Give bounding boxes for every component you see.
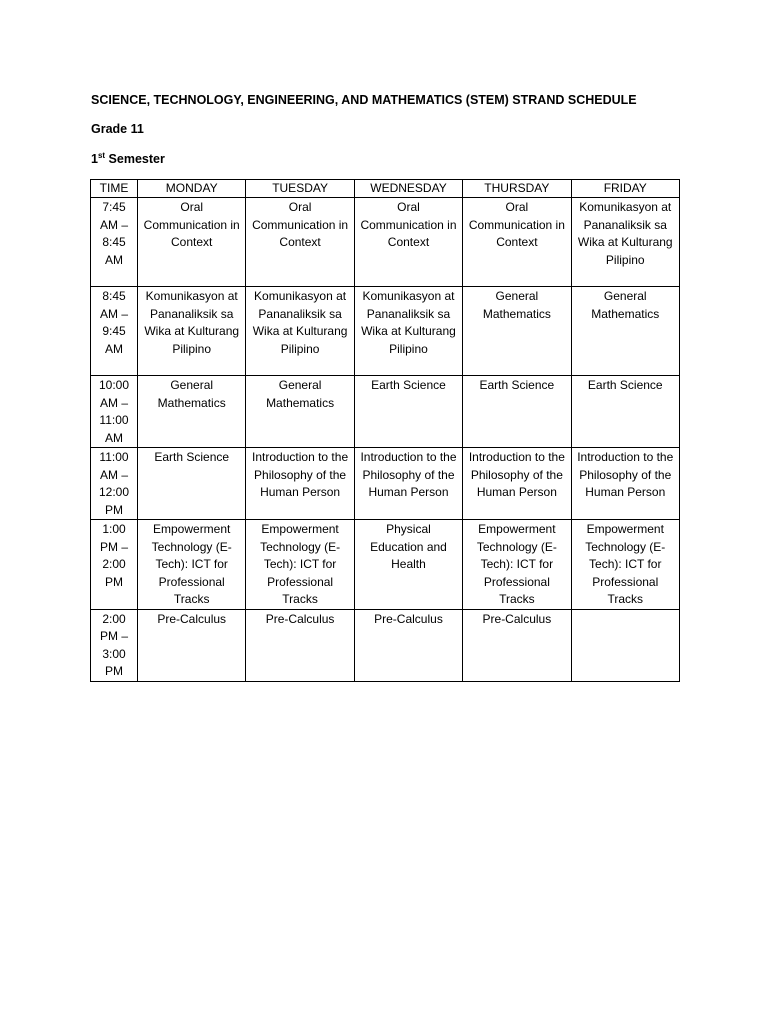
thursday-cell: General Mathematics [463, 287, 571, 376]
grade-label: Grade 11 [91, 122, 144, 136]
friday-cell: Earth Science [571, 376, 679, 448]
monday-cell: General Mathematics [138, 376, 246, 448]
wednesday-cell: Pre-Calculus [354, 609, 462, 681]
time-cell: 7:45 AM – 8:45 AM [91, 198, 138, 287]
table-row [91, 198, 680, 287]
tuesday-cell: Empowerment Technology (E-Tech): ICT for Professional Tracks [246, 520, 354, 610]
header-monday: MONDAY [138, 180, 246, 198]
wednesday-cell: Introduction to the Philosophy of the Human Person [354, 448, 462, 520]
header-tuesday: TUESDAY [246, 180, 354, 198]
header-wednesday: WEDNESDAY [354, 180, 462, 198]
friday-cell: Komunikasyon at Pananaliksik sa Wika at Kulturang Pilipino [571, 198, 679, 287]
header-time: TIME [91, 180, 138, 198]
friday-cell [571, 609, 679, 681]
wednesday-cell: Earth Science [354, 376, 462, 448]
semester-text: Semester [105, 152, 165, 166]
wednesday-cell: Physical Education and Health [354, 520, 462, 610]
time-cell: 8:45 AM – 9:45 AM [91, 287, 138, 376]
schedule-table [90, 179, 680, 682]
thursday-cell: Pre-Calculus [463, 609, 571, 681]
tuesday-cell: Oral Communication in Context [246, 198, 354, 287]
table-row [91, 287, 680, 376]
tuesday-cell: Komunikasyon at Pananaliksik sa Wika at Kulturang Pilipino [246, 287, 354, 376]
table-row [91, 520, 680, 610]
table-row [91, 376, 680, 448]
friday-cell: Introduction to the Philosophy of the Human Person [571, 448, 679, 520]
monday-cell: Oral Communication in Context [138, 198, 246, 287]
friday-cell: General Mathematics [571, 287, 679, 376]
time-cell: 1:00 PM – 2:00 PM [91, 520, 138, 610]
time-cell: 11:00 AM – 12:00 PM [91, 448, 138, 520]
time-cell: 2:00 PM – 3:00 PM [91, 609, 138, 681]
time-cell: 10:00 AM – 11:00 AM [91, 376, 138, 448]
header-friday: FRIDAY [571, 180, 679, 198]
semester-number: 1 [91, 152, 98, 166]
thursday-cell: Empowerment Technology (E-Tech): ICT for Professional Tracks [463, 520, 571, 610]
friday-cell: Empowerment Technology (E-Tech): ICT for Professional Tracks [571, 520, 679, 610]
table-row [91, 609, 680, 681]
tuesday-cell: General Mathematics [246, 376, 354, 448]
wednesday-cell: Oral Communication in Context [354, 198, 462, 287]
monday-cell: Earth Science [138, 448, 246, 520]
tuesday-cell: Pre-Calculus [246, 609, 354, 681]
semester-label [91, 152, 165, 166]
thursday-cell: Oral Communication in Context [463, 198, 571, 287]
table-row [91, 448, 680, 520]
wednesday-cell: Komunikasyon at Pananaliksik sa Wika at Kulturang Pilipino [354, 287, 462, 376]
monday-cell: Empowerment Technology (E-Tech): ICT for Professional Tracks [138, 520, 246, 610]
monday-cell: Komunikasyon at Pananaliksik sa Wika at Kulturang Pilipino [138, 287, 246, 376]
table-header-row [91, 180, 680, 198]
tuesday-cell: Introduction to the Philosophy of the Human Person [246, 448, 354, 520]
monday-cell: Pre-Calculus [138, 609, 246, 681]
thursday-cell: Introduction to the Philosophy of the Human Person [463, 448, 571, 520]
header-thursday: THURSDAY [463, 180, 571, 198]
semester-ordinal-suffix: st [97, 150, 106, 160]
thursday-cell: Earth Science [463, 376, 571, 448]
document-title: SCIENCE, TECHNOLOGY, ENGINEERING, AND MATHEMATICS (STEM) STRAND SCHEDULE [91, 93, 637, 107]
